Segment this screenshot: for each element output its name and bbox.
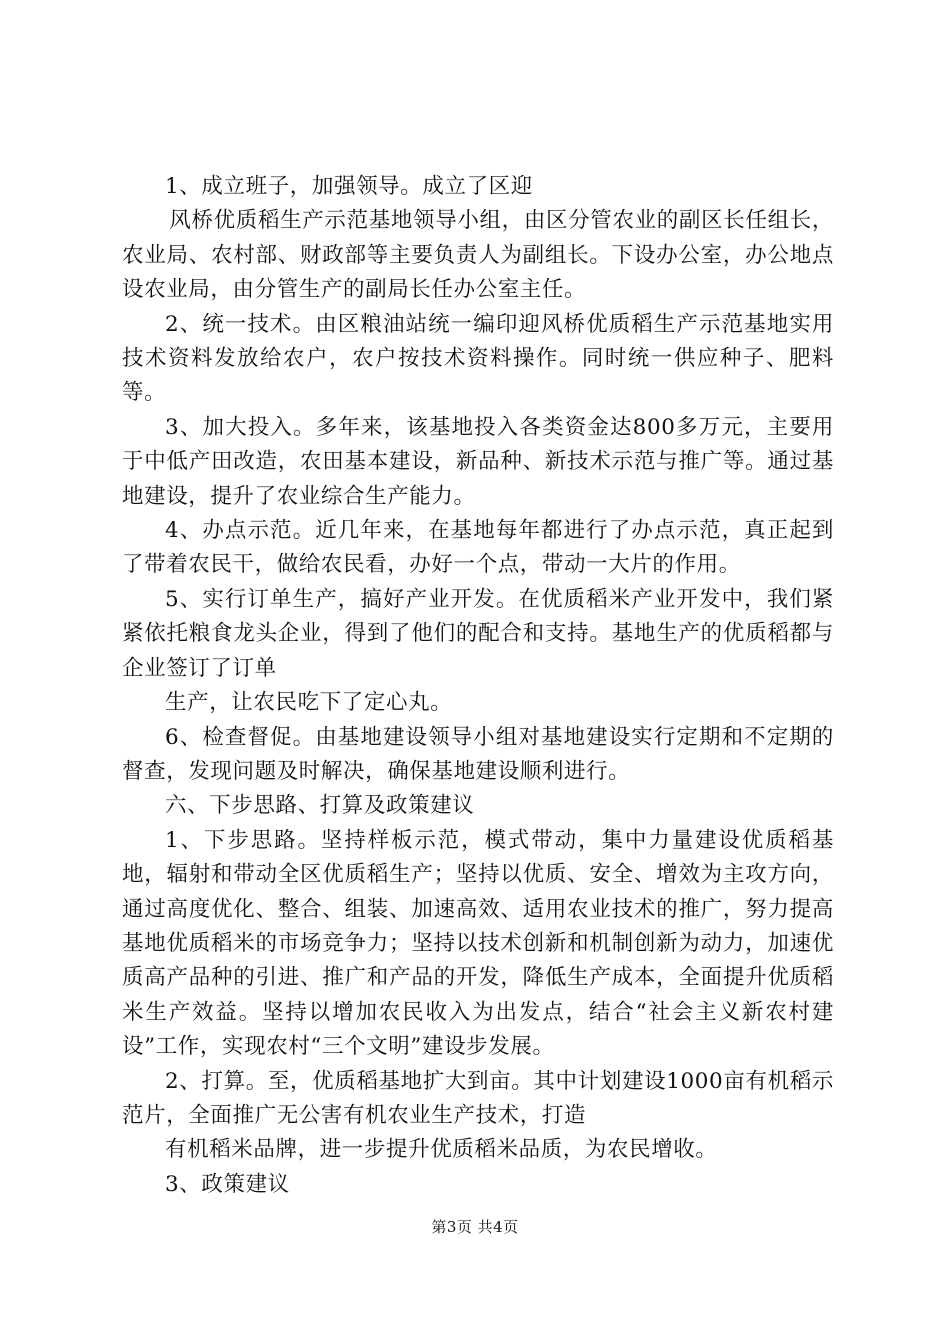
paragraph-5: 4、办点示范。近几年来，在基地每年都进行了办点示范，真正起到了带着农民干，做给农民看，办好一个点，带动一大片的作用。 bbox=[122, 518, 834, 578]
section-heading: 六、下步思路、打算及政策建议 bbox=[165, 793, 475, 819]
paragraph-4: 3、加大投入。多年来，该基地投入各类资金达800多万元，主要用于中低产田改造，农田基本建设，新品种、新技术示范与推广等。通过基地建设，提升了农业综合生产能力。 bbox=[122, 414, 834, 509]
page-footer: 第3页 共4页 bbox=[431, 1218, 519, 1236]
paragraph-12: 有机稻米品牌，进一步提升优质稻米品质，为农民增收。 bbox=[165, 1137, 718, 1163]
paragraph-13: 3、政策建议 bbox=[165, 1171, 290, 1197]
paragraph-2: 风桥优质稻生产示范基地领导小组，由区分管农业的副区长任组长，农业局、农村部、财政部等主要负责人为副组长。下设办公室，办公地点设农业局，由分管生产的副局长任办公室主任。 bbox=[122, 208, 834, 303]
document-body bbox=[122, 170, 834, 1202]
paragraph-11: 2、打算。至，优质稻基地扩大到亩。其中计划建设1000亩有机稻示范片，全面推广无公害有机农业生产技术，打造 bbox=[122, 1068, 834, 1128]
paragraph-10: 1、下步思路。坚持样板示范，模式带动，集中力量建设优质稻基地，辐射和带动全区优质稻生产；坚持以优质、安全、增效为主攻方向，通过高度优化、整合、组装、加速高效、适用农业技术的推广，努力提高基地优质稻米的市场竞争力；坚持以技术创新和机制创新为动力，加速优质高产品种的引进、推广和产品的开发，降低生产成本，全面提升优质稻米生产效益。坚持以增加农民收入为出发点，结合“社会主义新农村建设”工作，实现农村“三个文明”建设步发展。 bbox=[122, 827, 834, 1060]
paragraph-1: 1、成立班子，加强领导。成立了区迎 bbox=[165, 174, 533, 199]
paragraph-3: 2、统一技术。由区粮油站统一编印迎风桥优质稻生产示范基地实用技术资料发放给农户，农户按技术资料操作。同时统一供应种子、肥料等。 bbox=[122, 311, 834, 406]
paragraph-7: 生产，让农民吃下了定心丸。 bbox=[165, 690, 453, 716]
paragraph-8: 6、检查督促。由基地建设领导小组对基地建设实行定期和不定期的督查，发现问题及时解决，确保基地建设顺利进行。 bbox=[122, 724, 834, 784]
paragraph-6: 5、实行订单生产，搞好产业开发。在优质稻米产业开发中，我们紧紧依托粮食龙头企业，得到了他们的配合和支持。基地生产的优质稻都与企业签订了订单 bbox=[122, 586, 834, 681]
